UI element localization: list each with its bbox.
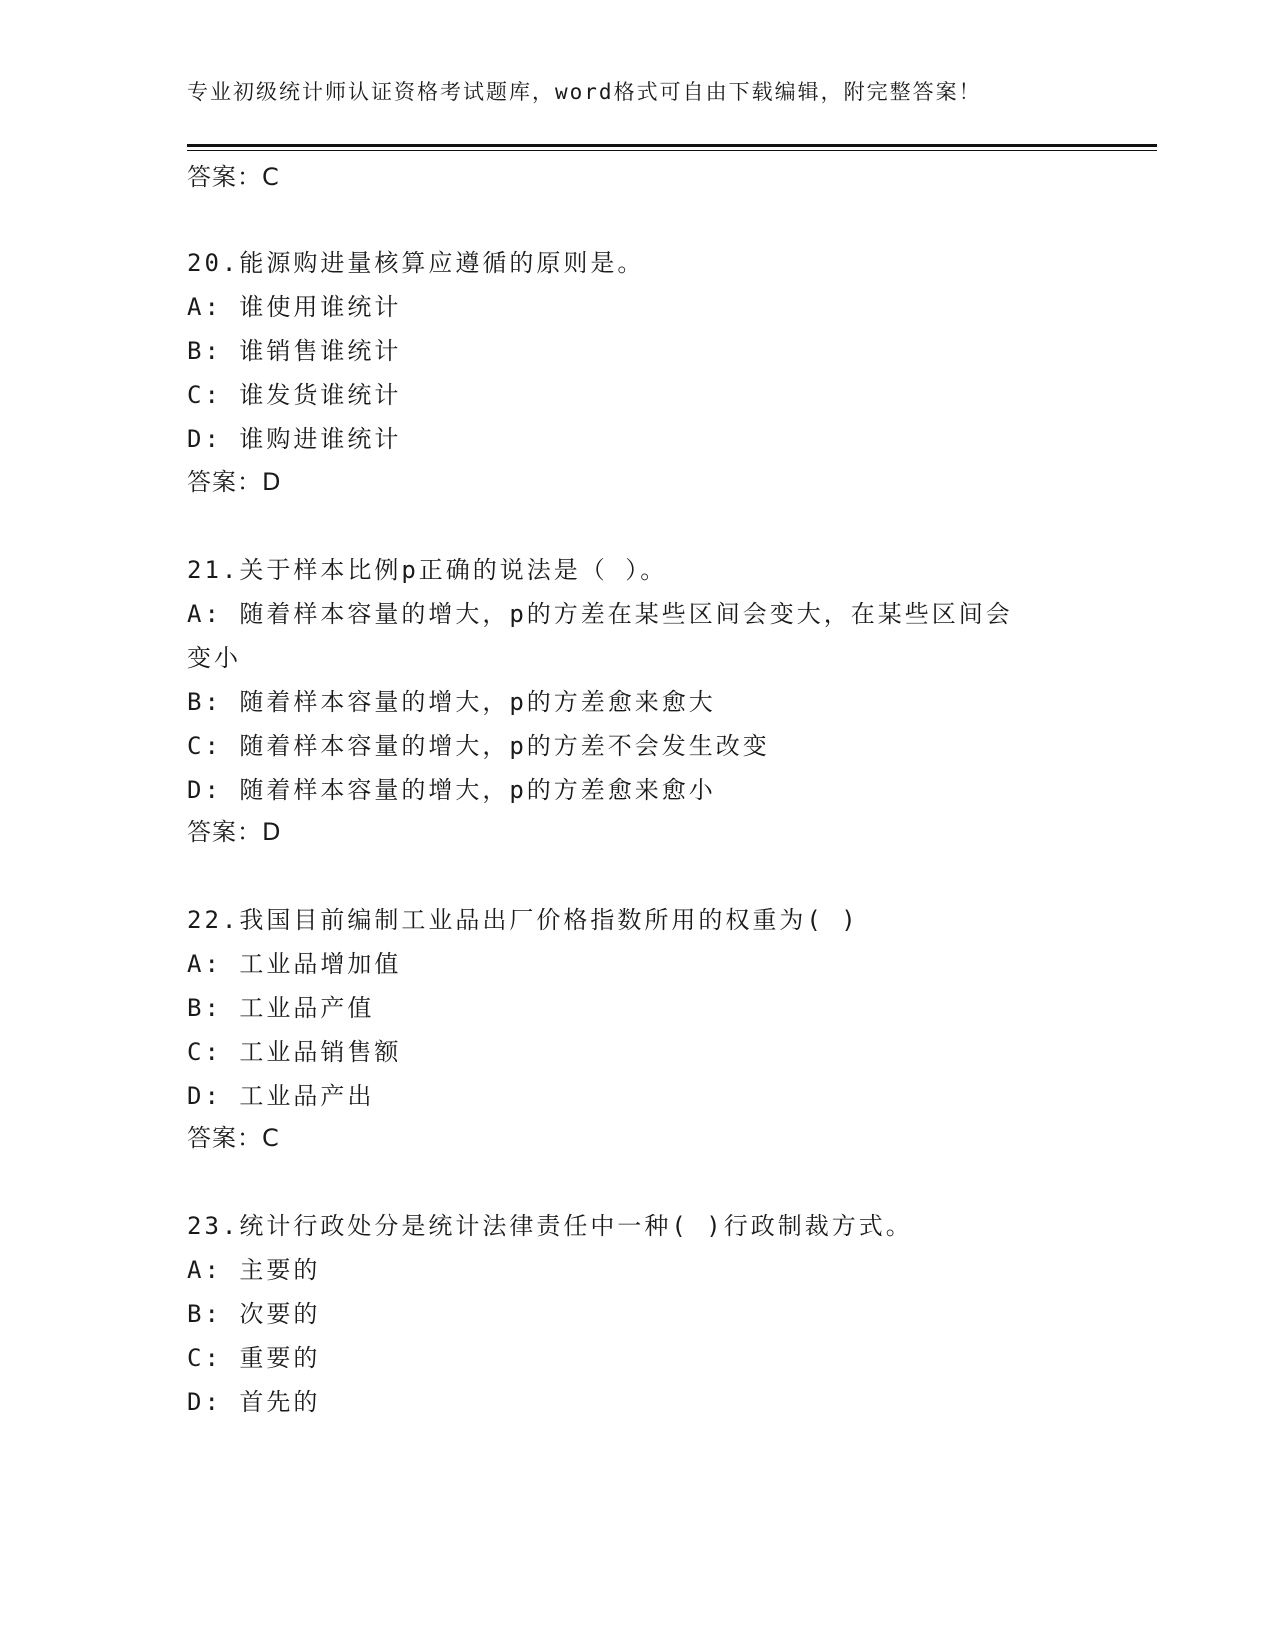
header-title: 专业初级统计师认证资格考试题库，word格式可自由下载编辑，附完整答案！ <box>187 80 982 104</box>
question-20-option-c: C: 谁发货谁统计 <box>187 381 402 409</box>
question-22-option-a: A: 工业品增加值 <box>187 950 402 978</box>
question-21-option-a: A: 随着样本容量的增大，p的方差在某些区间会变大，在某些区间会 <box>187 600 1013 628</box>
answer-20: 答案：D <box>187 468 282 496</box>
question-21-option-c: C: 随着样本容量的增大，p的方差不会发生改变 <box>187 732 770 760</box>
question-22-option-b: B: 工业品产值 <box>187 994 375 1022</box>
question-20-option-b: B: 谁销售谁统计 <box>187 337 402 365</box>
question-21-option-d: D: 随着样本容量的增大，p的方差愈来愈小 <box>187 776 716 804</box>
answer-19: 答案：C <box>187 163 280 191</box>
header-rule-thick <box>187 144 1157 147</box>
question-23-stem: 23.统计行政处分是统计法律责任中一种( )行政制裁方式。 <box>187 1212 913 1240</box>
question-23-option-a: A: 主要的 <box>187 1256 321 1284</box>
question-23-option-d: D: 首先的 <box>187 1388 321 1416</box>
question-22-stem: 22.我国目前编制工业品出厂价格指数所用的权重为( ) <box>187 906 859 934</box>
header-rule-thin <box>187 150 1157 151</box>
question-22-option-d: D: 工业品产出 <box>187 1082 375 1110</box>
answer-22: 答案：C <box>187 1124 280 1152</box>
question-21-stem: 21.关于样本比例p正确的说法是（ ）。 <box>187 556 668 584</box>
answer-21: 答案：D <box>187 818 282 846</box>
question-23-option-b: B: 次要的 <box>187 1300 321 1328</box>
question-21-option-a-cont: 变小 <box>187 644 241 672</box>
question-20-stem: 20.能源购进量核算应遵循的原则是。 <box>187 249 645 277</box>
question-22-option-c: C: 工业品销售额 <box>187 1038 402 1066</box>
question-20-option-d: D: 谁购进谁统计 <box>187 425 402 453</box>
question-23-option-c: C: 重要的 <box>187 1344 321 1372</box>
question-21-option-b: B: 随着样本容量的增大，p的方差愈来愈大 <box>187 688 716 716</box>
question-20-option-a: A: 谁使用谁统计 <box>187 293 402 321</box>
